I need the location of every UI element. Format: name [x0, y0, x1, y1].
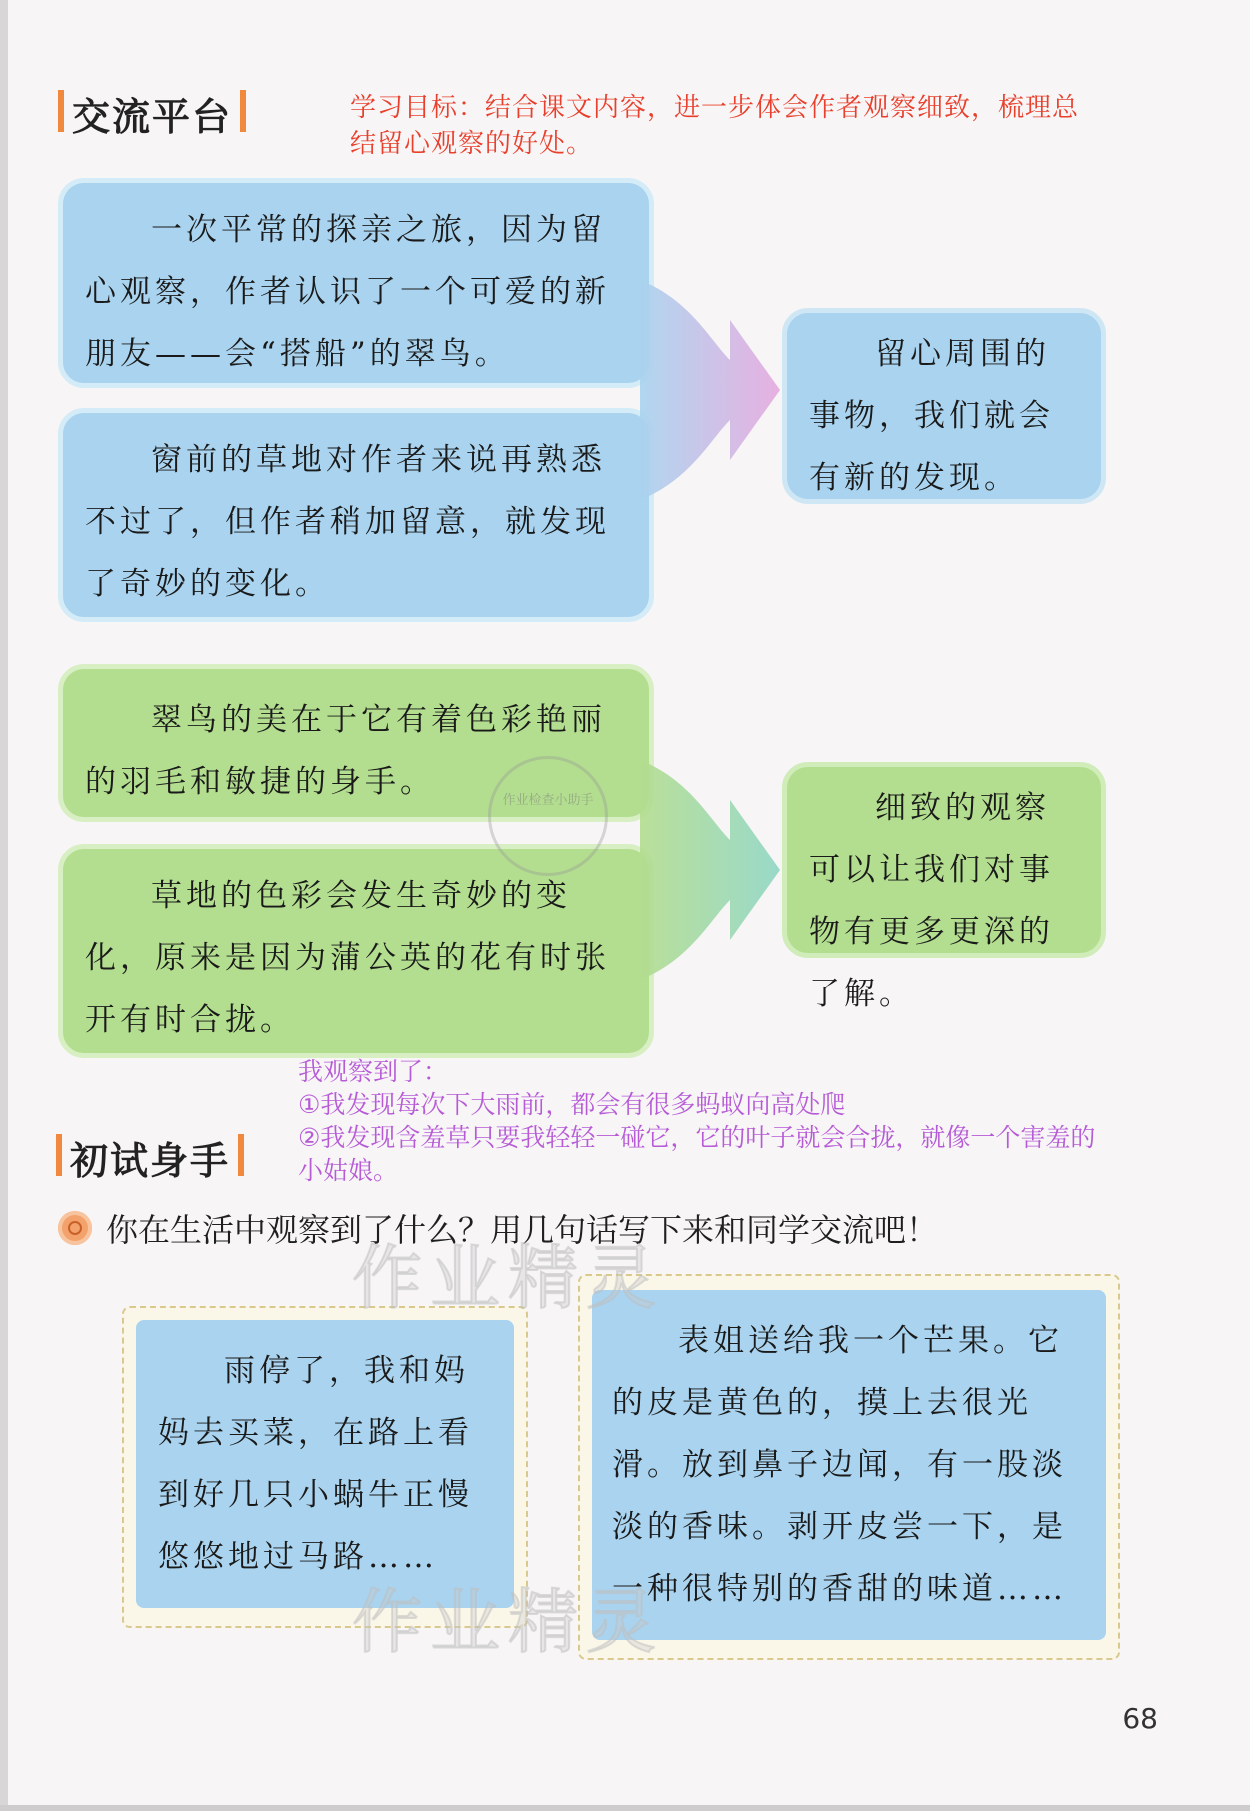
example-box-snails: [136, 1320, 514, 1608]
example-text: 表姐送给我一个芒果。它的皮是黄色的，摸上去很光滑。放到鼻子边闻，有一股淡淡的香味。剥开皮尝一下，是一种很特别的香甜的味道……: [612, 1323, 1067, 1607]
box-text: 细致的观察可以让我们对事物有更多更深的了解。: [809, 790, 1054, 1012]
title-bar-right: [240, 90, 246, 132]
watermark: 作业精灵: [352, 1581, 664, 1663]
section-title-practice: [56, 1130, 244, 1185]
summary-box-kingfisher-trip: [58, 178, 654, 388]
section-title-text: 交流平台: [72, 95, 233, 139]
conclusion-box-new-discovery: [782, 308, 1106, 504]
page-edge: [0, 0, 8, 1811]
conclusion-box-deeper-understanding: [782, 762, 1106, 1012]
note-line: ②我发现含羞草只要我轻轻一碰它，它的叶子就会合拢，就像一个害羞的小姑娘。: [298, 1123, 1096, 1185]
section-title-text: 初试身手: [70, 1139, 231, 1183]
box-text: 一次平常的探亲之旅，因为留心观察，作者认识了一个可爱的新朋友——会“搭船”的翠鸟。: [85, 212, 610, 372]
page-edge-bottom: [0, 1805, 1250, 1811]
box-text: 留心周围的事物，我们就会有新的发现。: [809, 336, 1054, 496]
summary-box-grassland: [58, 408, 654, 622]
summary-box-dandelion: [58, 844, 654, 1058]
exercise-bullet-icon: [58, 1211, 92, 1245]
handwritten-note: [298, 1055, 1108, 1187]
homework-stamp: [488, 756, 608, 876]
example-box-mango: [592, 1290, 1106, 1640]
arrow-right-icon: [640, 720, 800, 1020]
title-bar-right: [238, 1134, 244, 1176]
box-text: 窗前的草地对作者来说再熟悉不过了，但作者稍加留意，就发现了奇妙的变化。: [85, 442, 610, 602]
title-bar-left: [58, 90, 64, 132]
example-text: 雨停了，我和妈妈去买菜，在路上看到好几只小蜗牛正慢悠悠地过马路……: [158, 1353, 473, 1575]
box-text: 翠鸟的美在于它有着色彩艳丽的羽毛和敏捷的身手。: [85, 702, 606, 800]
note-line: ①我发现每次下大雨前，都会有很多蚂蚁向高处爬: [298, 1090, 846, 1119]
stamp-text: 作业检查小助手: [502, 793, 594, 808]
watermark: 作业精灵: [352, 1237, 664, 1319]
note-line: 我观察到了：: [298, 1057, 449, 1086]
page-number: 68: [1122, 1702, 1158, 1735]
section-title-platform: [58, 86, 246, 141]
box-text: 草地的色彩会发生奇妙的变化，原来是因为蒲公英的花有时张开有时合拢。: [85, 878, 610, 1038]
arrow-right-icon: [640, 240, 800, 540]
learning-goal: 学习目标：结合课文内容，进一步体会作者观察细致，梳理总结留心观察的好处。: [350, 93, 1080, 159]
prompt-text: 你在生活中观察到了什么？用几句话写下来和同学交流吧！: [106, 1211, 939, 1249]
title-bar-left: [56, 1134, 62, 1176]
